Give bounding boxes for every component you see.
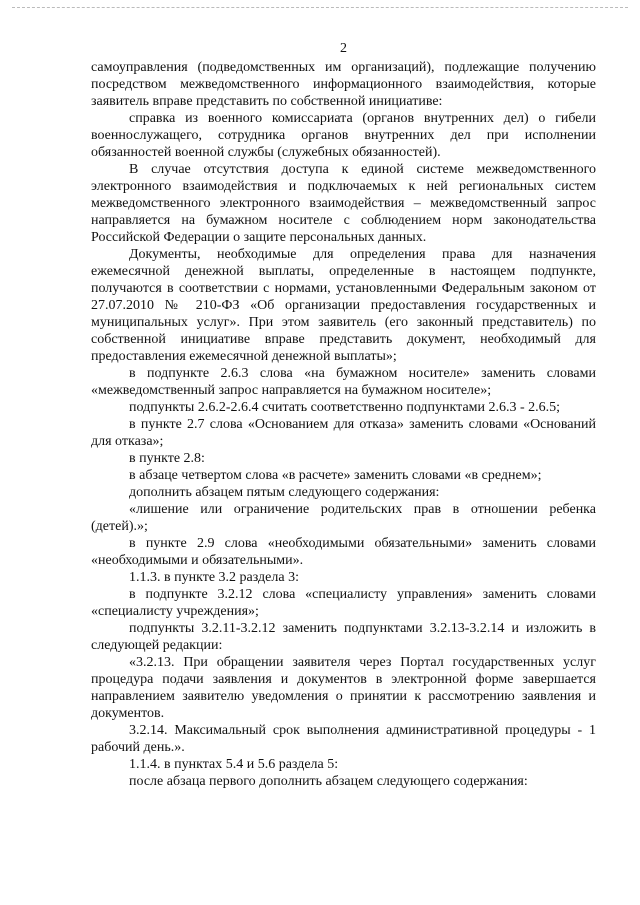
paragraph: в абзаце четвертом слова «в расчете» заменить словами «в среднем»; xyxy=(129,468,542,483)
paragraph: 1.1.3. в пункте 3.2 раздела 3: xyxy=(129,570,299,585)
paragraph: 1.1.4. в пунктах 5.4 и 5.6 раздела 5: xyxy=(129,757,339,772)
paragraph: «3.2.13. При обращении заявителя через Портал государственных услуг процедура подачи заявления и документов в электронной форме завершается направлением заявителю уведомления о принятии к рассмотрению заявления и документов. xyxy=(91,655,596,721)
paragraph: в подпункте 2.6.3 слова «на бумажном носителе» заменить словами «межведомственный запрос направляется на бумажном носителе»; xyxy=(91,366,596,398)
paragraph: подпункты 3.2.11-3.2.12 заменить подпунктами 3.2.13-3.2.14 и изложить в следующей редакции: xyxy=(91,621,596,653)
paragraph: подпункты 2.6.2-2.6.4 считать соответственно подпунктами 2.6.3 - 2.6.5; xyxy=(129,400,561,415)
paragraph: после абзаца первого дополнить абзацем следующего содержания: xyxy=(129,774,528,789)
paragraph: В случае отсутствия доступа к единой системе межведомственного электронного взаимодействия и подключаемых к ней региональных систем межведомственного электронного взаимодействия – межведомственный запрос направляется на бумажном носителе с соблюдением норм законодательства Российской Федерации о защите персональных данных. xyxy=(91,162,596,245)
paragraph: 3.2.14. Максимальный срок выполнения административной процедуры - 1 рабочий день.». xyxy=(91,723,596,755)
paragraph: в пункте 2.9 слова «необходимыми обязательными» заменить словами «необходимыми и обязательными». xyxy=(91,536,596,568)
paragraph: в пункте 2.8: xyxy=(129,451,205,466)
paragraph: справка из военного комиссариата (органов внутренних дел) о гибели военнослужащего, сотрудника органов внутренних дел при исполнении обязанностей военной службы (служебных обязанностей). xyxy=(91,111,596,160)
paragraph: самоуправления (подведомственных им организаций), подлежащие получению посредством межведомственного информационного взаимодействия, которые заявитель вправе представить по собственной инициативе: xyxy=(91,60,596,109)
paragraph: «лишение или ограничение родительских прав в отношении ребенка (детей).»; xyxy=(91,502,596,534)
paragraph: в подпункте 3.2.12 слова «специалисту управления» заменить словами «специалисту учреждения»; xyxy=(91,587,596,619)
paragraph: Документы, необходимые для определения права для назначения ежемесячной денежной выплаты, определенные в настоящем подпункте, получаются в соответствии с нормами, установленными Федеральным законом от 27.07.2010 № 210-ФЗ «Об организации предоставления государственных и муниципальных услуг». При этом заявитель (его законный представитель) по собственной инициативе вправе представить документ, необходимый для предоставления ежемесячной денежной выплаты»; xyxy=(91,247,596,364)
page-number: 2 xyxy=(340,41,347,56)
paragraph: дополнить абзацем пятым следующего содержания: xyxy=(129,485,440,500)
document-page xyxy=(91,40,596,790)
paragraph: в пункте 2.7 слова «Основанием для отказа» заменить словами «Оснований для отказа»; xyxy=(91,417,596,449)
scan-top-edge xyxy=(12,7,628,8)
